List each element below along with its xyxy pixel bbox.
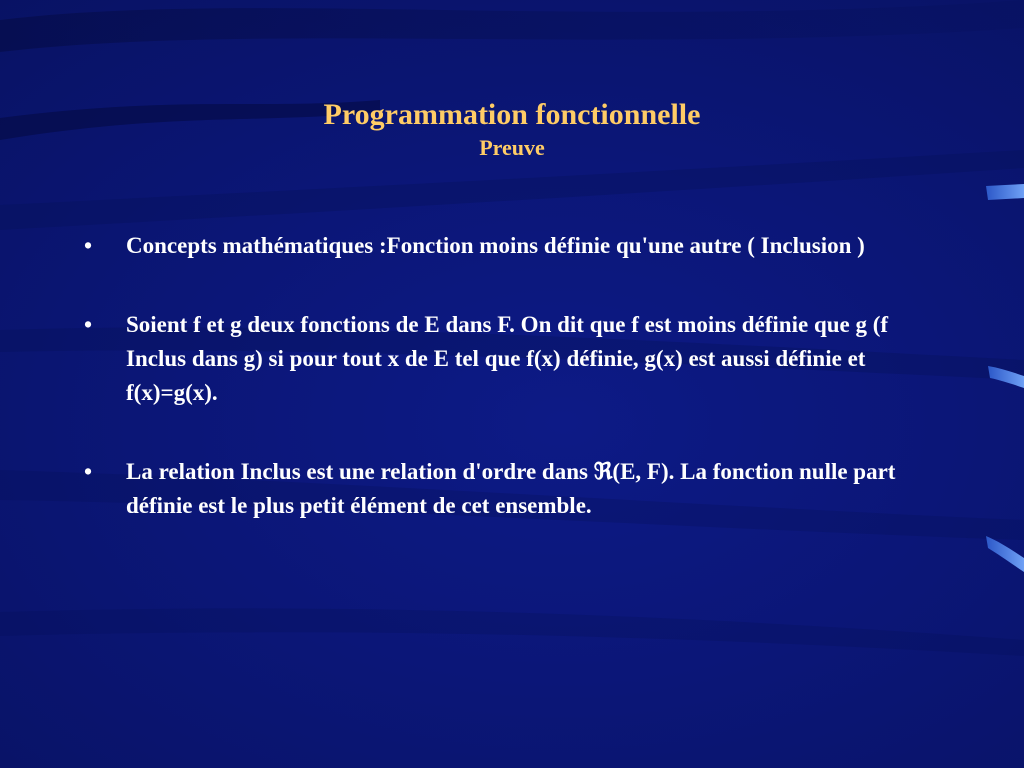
swoosh-highlight — [986, 184, 1024, 200]
bullet-icon: • — [84, 459, 93, 484]
bullet-text: Soient f et g deux fonctions de E dans F. On dit que f est moins définie que g (f Inclus dans g) si pour tout x de E tel que f(x) définie, g(x) est aussi définie et f(x)=g(x). — [126, 312, 889, 405]
bullet-text: La relation Inclus est une relation d'ordre dans ℜ(E, F). La fonction nulle part définie est le plus petit élément de cet ensemble. — [126, 459, 896, 518]
swoosh-band — [0, 608, 1024, 656]
bullet-icon: • — [84, 233, 93, 258]
swoosh-band — [0, 150, 1024, 230]
swoosh-band — [0, 0, 1024, 52]
bullet-item — [84, 229, 924, 263]
swoosh-highlight — [986, 536, 1024, 572]
title-block — [0, 96, 1024, 162]
slide-subtitle: Preuve — [479, 135, 545, 160]
bullet-item — [84, 455, 924, 523]
slide-title: Programmation fonctionnelle — [323, 98, 701, 131]
bullet-text: Concepts mathématiques :Fonction moins définie qu'une autre ( Inclusion ) — [126, 233, 865, 258]
bullet-icon: • — [84, 312, 93, 337]
bullet-item — [84, 308, 924, 410]
bullet-list — [84, 229, 924, 568]
